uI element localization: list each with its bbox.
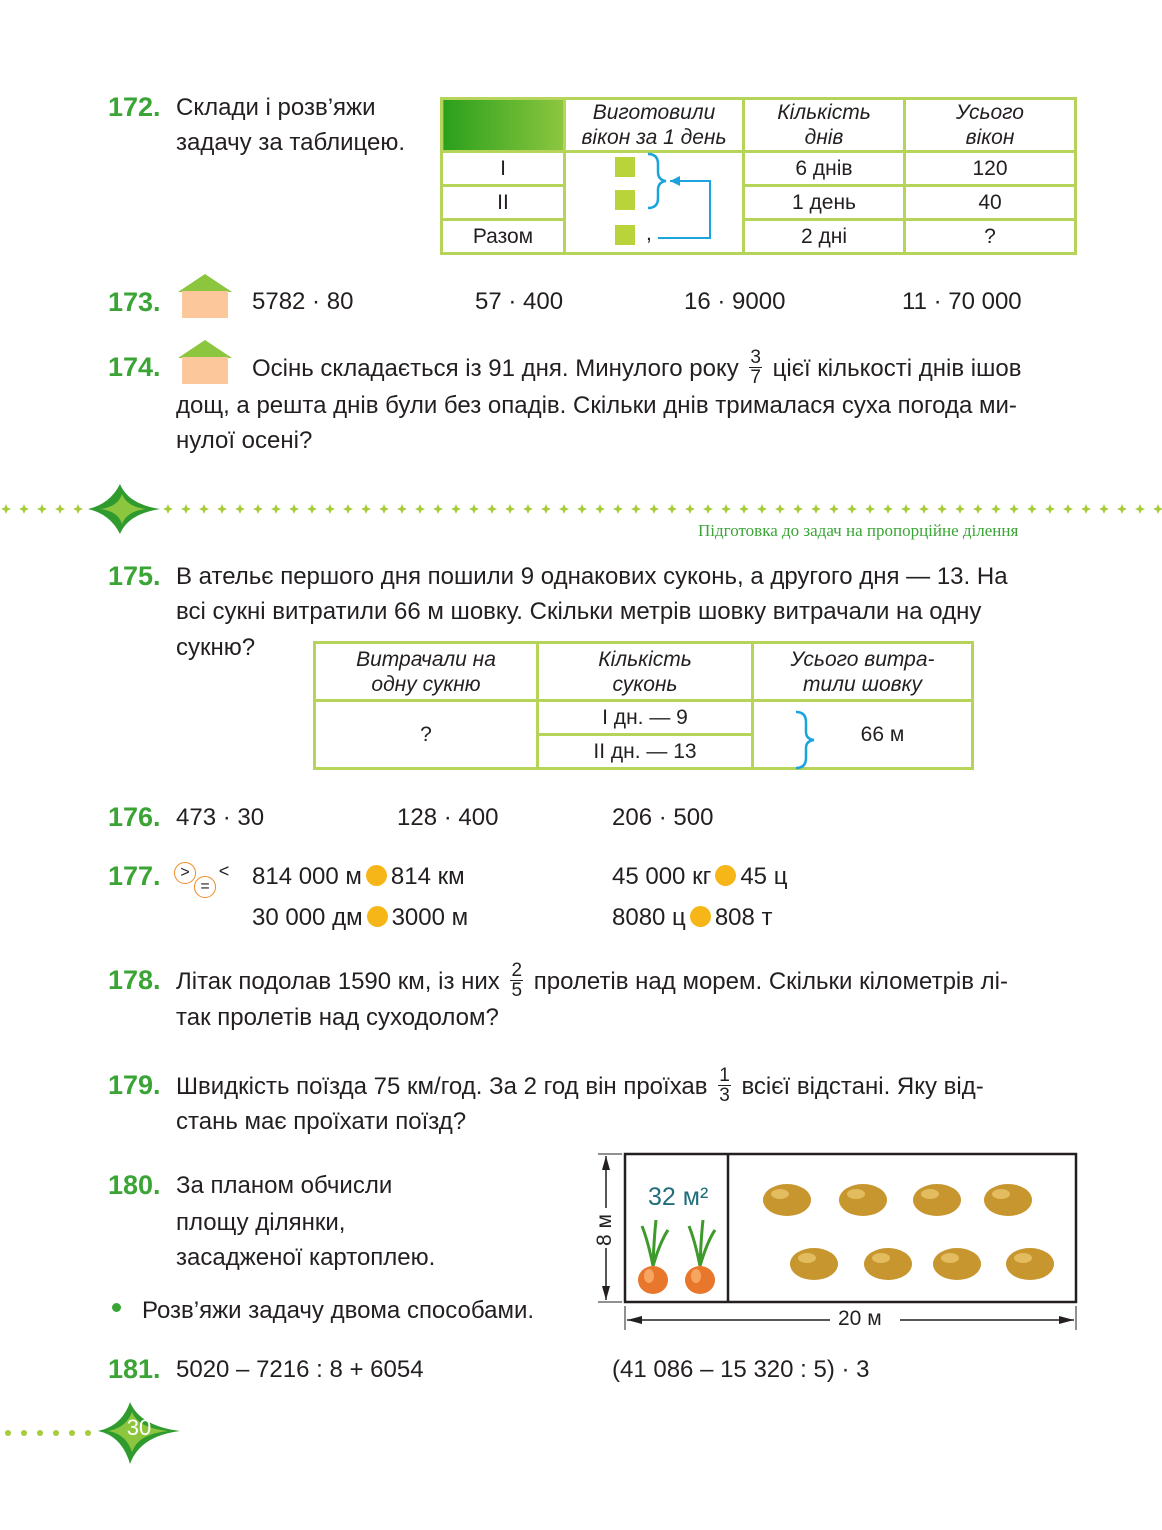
fraction: $\frac{2}{5}$ — [511, 960, 523, 1001]
problem-175-line3: сукню? — [176, 634, 256, 661]
potato-icon — [864, 1248, 912, 1280]
row-days: 6 днів — [744, 152, 905, 186]
header-days-count: Кількість днів — [744, 99, 905, 152]
problem-172-text-line2: задачу за таблицею. — [176, 129, 406, 156]
header-dress-count: Кількість суконь — [538, 643, 753, 701]
row-total: ? — [905, 220, 1076, 254]
fraction: $\frac{3}{7}$ — [750, 347, 761, 388]
compare-signs-icon: > = < — [174, 862, 236, 902]
total-silk-value: 66 м — [753, 701, 973, 769]
blank-square — [615, 190, 635, 210]
problem-180-line1: За планом обчисли — [176, 1172, 393, 1199]
problem-175-line2: всі сукні витратили 66 м шовку. Скільки метрів шовку витрачали на одну — [176, 598, 982, 625]
table-corner-cell — [442, 99, 565, 152]
problem-number-179: 179. — [108, 1070, 161, 1100]
brace-arrow-icon — [640, 150, 720, 245]
problem-180-line3: засадженої картоплею. — [176, 1244, 436, 1271]
onion-area-label: 32 м² — [648, 1183, 709, 1211]
day1-count: I дн. — 9 — [538, 701, 753, 735]
expression: 11 · 70 000 — [902, 288, 1022, 315]
bullet-icon — [112, 1303, 121, 1312]
onion-icon — [685, 1220, 715, 1294]
page-number-badge — [0, 1398, 200, 1468]
problem-178-line1: Літак подолав 1590 км, із них $\frac{2}{5}$ пролетів над морем. Скільки кілометрів лі- — [176, 960, 1008, 1001]
problem-178-line2: так пролетів над суходолом? — [176, 1004, 499, 1031]
problem-number-177: 177. — [108, 861, 161, 891]
row-days: 2 дні — [744, 220, 905, 254]
width-label: 20 м — [838, 1307, 882, 1330]
onion-icon — [638, 1220, 668, 1294]
fraction: $\frac{1}{3}$ — [719, 1065, 730, 1106]
expression: 128 · 400 — [397, 804, 499, 831]
problem-174-line3: нулої осені? — [176, 427, 313, 454]
row-label: Разом — [442, 220, 565, 254]
brace-icon — [794, 710, 824, 770]
problem-number-178: 178. — [108, 965, 161, 995]
expression: 206 · 500 — [612, 804, 714, 831]
potato-icon — [933, 1248, 981, 1280]
expression: 473 · 30 — [176, 804, 265, 831]
header-total-windows: Усього вікон — [905, 99, 1076, 152]
comparison: 8080 ц 808 т — [612, 904, 773, 931]
problem-number-174: 174. — [108, 352, 161, 382]
per-dress-value: ? — [315, 701, 538, 769]
blank-square — [615, 225, 635, 245]
blank-square — [615, 157, 635, 177]
potato-icon — [984, 1184, 1032, 1216]
expression: 16 · 9000 — [684, 288, 786, 315]
problem-179-line2: стань має проїхати поїзд? — [176, 1108, 467, 1135]
potato-icon — [1006, 1248, 1054, 1280]
comparison: 45 000 кг 45 ц — [612, 863, 788, 890]
problem-number-172: 172. — [108, 92, 161, 122]
dress-table — [313, 641, 974, 770]
expression: (41 086 – 15 320 : 5) · 3 — [612, 1356, 870, 1383]
header-per-dress: Витрачали на одну сукню — [315, 643, 538, 701]
comparison: 30 000 дм 3000 м — [252, 904, 469, 931]
problem-number-175: 175. — [108, 561, 161, 591]
problem-179-line1: Швидкість поїзда 75 км/год. За 2 год він проїхав $\frac{1}{3}$ всієї відстані. Яку від- — [176, 1065, 984, 1106]
problem-172-text-line1: Склади і розв’яжи — [176, 94, 376, 121]
row-label: I — [442, 152, 565, 186]
problem-number-181: 181. — [108, 1354, 161, 1384]
blank-dot — [715, 865, 736, 886]
height-label: 8 м — [593, 1214, 616, 1246]
problem-number-176: 176. — [108, 802, 161, 832]
expression: 5782 · 80 — [252, 288, 354, 315]
row-total: 40 — [905, 186, 1076, 220]
header-total-silk: Усього витра- тили шовку — [753, 643, 973, 701]
house-icon — [176, 272, 234, 318]
potato-icon — [839, 1184, 887, 1216]
potato-icon — [913, 1184, 961, 1216]
header-made-per-day: Виготовили вікон за 1 день — [565, 99, 744, 152]
problem-175-line1: В ательє першого дня пошили 9 однакових суконь, а другого дня — 13. На — [176, 563, 1008, 590]
potato-icon — [790, 1248, 838, 1280]
section-title: Підготовка до задач на пропорційне ділення — [698, 521, 1019, 540]
day2-count: II дн. — 13 — [538, 735, 753, 769]
expression: 5020 – 7216 : 8 + 6054 — [176, 1356, 424, 1383]
comparison: 814 000 м 814 км — [252, 863, 465, 890]
blank-dot — [366, 865, 387, 886]
problem-174-line1: Осінь складається із 91 дня. Минулого року $\frac{3}{7}$ цієї кількості днів ішов — [252, 347, 1022, 388]
problem-number-180: 180. — [108, 1170, 161, 1200]
row-total: 120 — [905, 152, 1076, 186]
problem-180-bullet-text: Розв’яжи задачу двома способами. — [142, 1297, 535, 1324]
windows-table — [440, 97, 1077, 255]
problem-174-line2: дощ, а решта днів були без опадів. Скільки днів трималася суха погода ми- — [176, 392, 1017, 419]
comma: , — [646, 222, 652, 245]
problem-180-line2: площу ділянки, — [176, 1209, 346, 1236]
row-days: 1 день — [744, 186, 905, 220]
page-number: 30 — [126, 1415, 152, 1440]
blank-dot — [367, 906, 388, 927]
problem-number-173: 173. — [108, 287, 161, 317]
blank-dot — [690, 906, 711, 927]
expression: 57 · 400 — [475, 288, 564, 315]
house-icon — [176, 338, 234, 384]
row-label: II — [442, 186, 565, 220]
potato-icon — [763, 1184, 811, 1216]
